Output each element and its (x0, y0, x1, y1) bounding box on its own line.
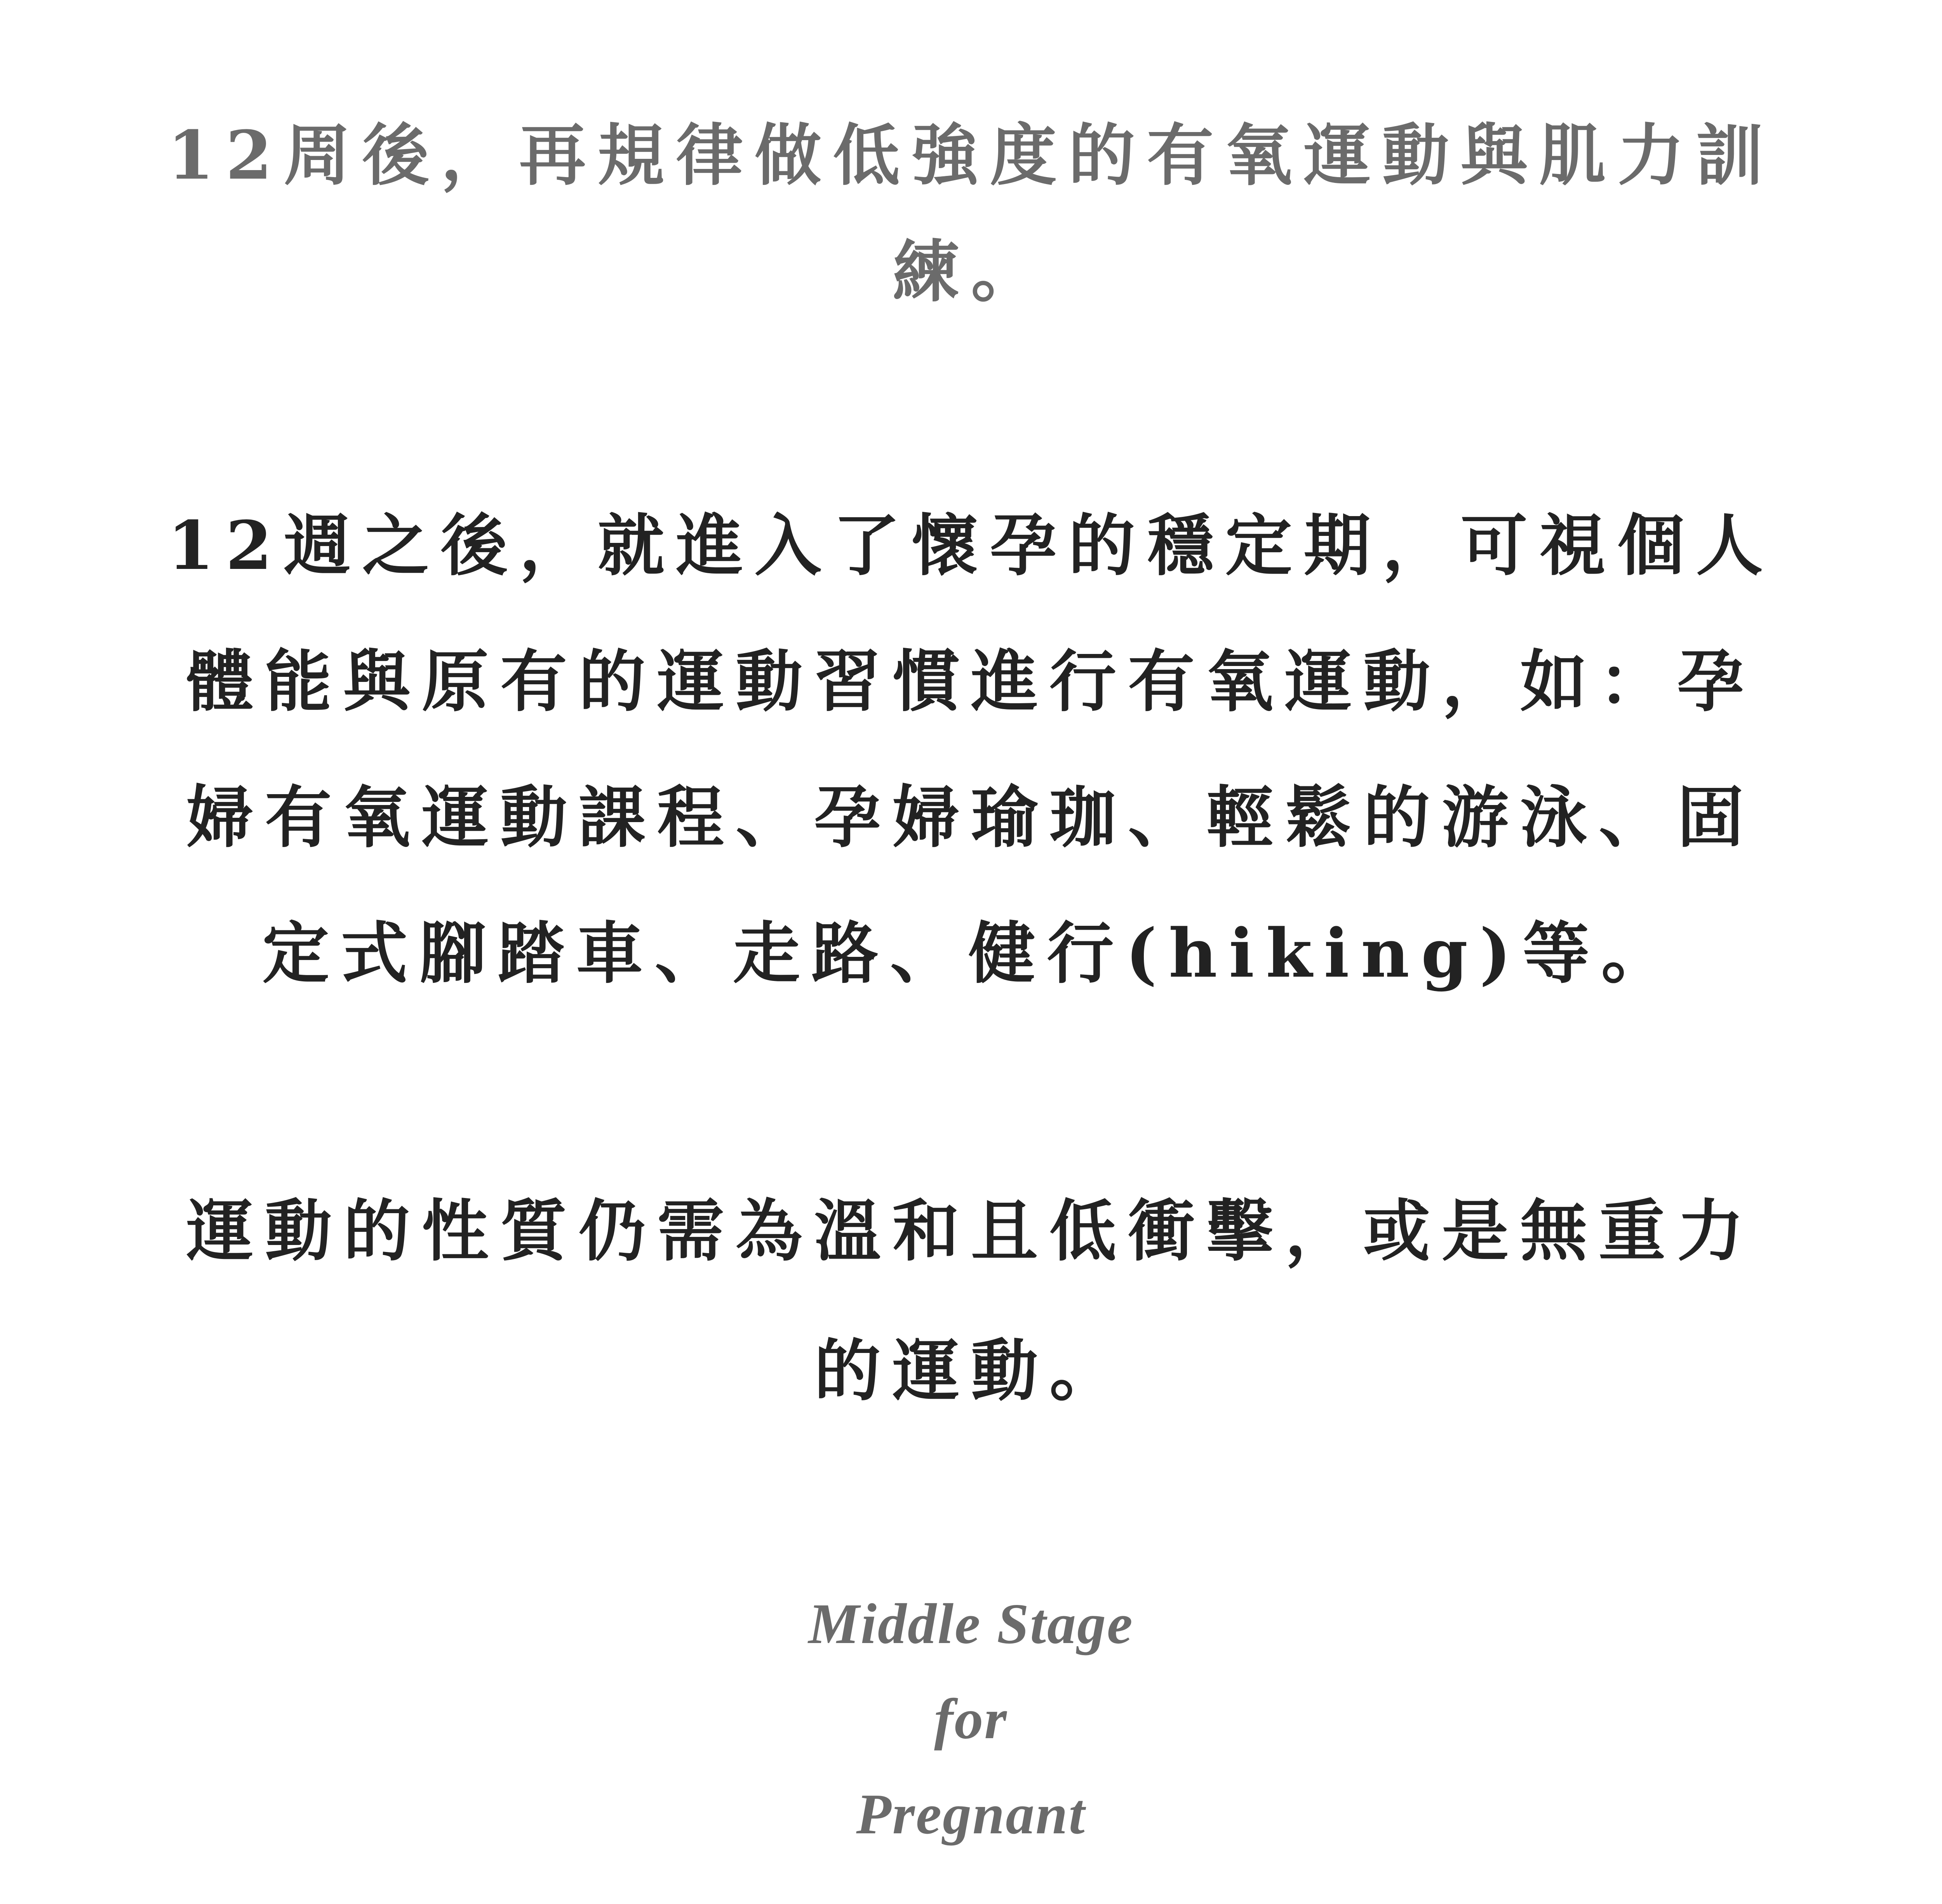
signature-line-2: for (934, 1687, 1008, 1751)
paragraph-stable-period: 12週之後，就進入了懷孕的穩定期，可視個人體能與原有的運動習慣進行有氧運動，如：孕婦有氧運動課程、孕婦瑜珈、輕鬆的游泳、固定式腳踏車、走路、健行(hiking)等。 (167, 506, 1775, 993)
signature-line-1: Middle Stage (808, 1592, 1134, 1656)
stage-signature (0, 1577, 1942, 1862)
signature-line-3: Pregnant (856, 1782, 1086, 1846)
section-heading: 12周後，再規律做低強度的有氧運動與肌力訓練。 (167, 116, 1775, 311)
paragraph-exercise-nature: 運動的性質仍需為溫和且低衝擊，或是無重力的運動。 (186, 1191, 1756, 1410)
